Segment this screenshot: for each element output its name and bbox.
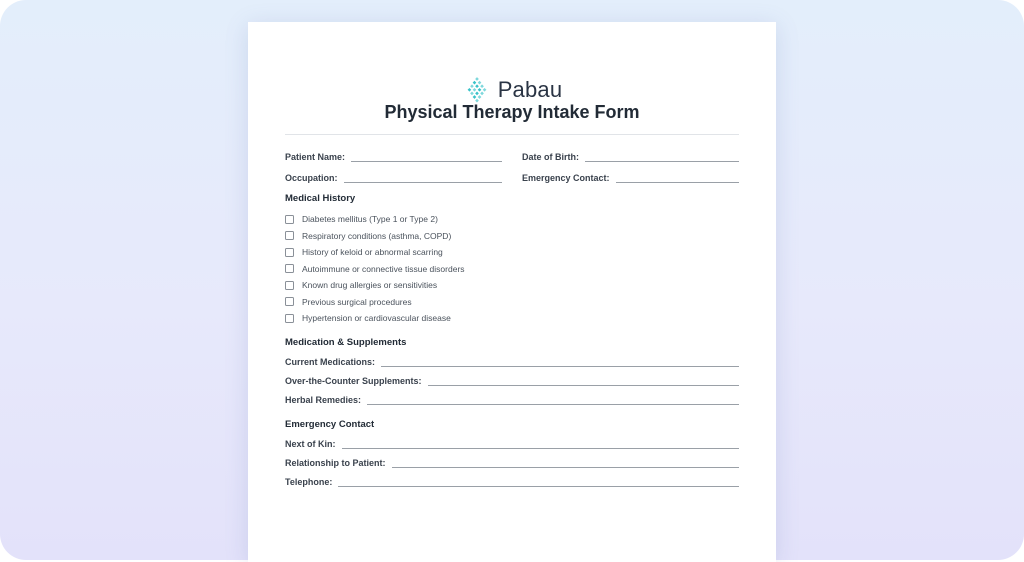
relationship-line[interactable] <box>392 459 739 468</box>
checklist-item-label: Autoimmune or connective tissue disorders <box>302 263 465 274</box>
patient-name-line[interactable] <box>351 153 502 162</box>
diamond-grid-logo-icon <box>462 76 492 104</box>
medical-history-checklist <box>285 211 585 327</box>
form-title: Physical Therapy Intake Form <box>384 102 640 122</box>
occupation-line[interactable] <box>344 174 502 183</box>
checklist-item-label: Previous surgical procedures <box>302 296 412 307</box>
checklist-item-label: History of keloid or abnormal scarring <box>302 247 443 258</box>
next-of-kin-label: Next of Kin: <box>285 439 336 449</box>
herbal-remedies-label: Herbal Remedies: <box>285 395 362 405</box>
checkbox[interactable] <box>285 231 294 240</box>
checklist-item-label: Respiratory conditions (asthma, COPD) <box>302 230 452 241</box>
emergency-contact-field[interactable] <box>522 171 739 185</box>
patient-name-field[interactable] <box>285 150 502 164</box>
patient-name-label: Patient Name: <box>285 152 346 162</box>
checklist-item[interactable] <box>285 244 585 261</box>
telephone-field[interactable] <box>285 475 739 489</box>
relationship-field[interactable] <box>285 456 739 470</box>
medical-history-heading: Medical History <box>285 193 356 204</box>
date-of-birth-label: Date of Birth: <box>522 152 579 162</box>
checklist-item[interactable] <box>285 261 585 278</box>
relationship-label: Relationship to Patient: <box>285 458 386 468</box>
title-divider <box>285 134 739 135</box>
current-medications-field[interactable] <box>285 355 739 369</box>
checkbox[interactable] <box>285 248 294 257</box>
checkbox[interactable] <box>285 314 294 323</box>
herbal-remedies-line[interactable] <box>367 396 739 405</box>
brand-logo <box>248 76 776 104</box>
next-of-kin-line[interactable] <box>342 440 740 449</box>
checklist-item[interactable] <box>285 294 585 311</box>
current-medications-line[interactable] <box>381 358 739 367</box>
checklist-item-label: Hypertension or cardiovascular disease <box>302 313 451 324</box>
occupation-field[interactable] <box>285 171 502 185</box>
checklist-item[interactable] <box>285 211 585 228</box>
next-of-kin-field[interactable] <box>285 437 739 451</box>
emergency-contact-label: Emergency Contact: <box>522 173 610 183</box>
current-medications-label: Current Medications: <box>285 357 376 367</box>
otc-supplements-field[interactable] <box>285 374 739 388</box>
otc-supplements-label: Over-the-Counter Supplements: <box>285 376 422 386</box>
telephone-line[interactable] <box>338 478 739 487</box>
checklist-item[interactable] <box>285 310 585 327</box>
checkbox[interactable] <box>285 215 294 224</box>
emergency-contact-line[interactable] <box>616 174 739 183</box>
checklist-item[interactable] <box>285 277 585 294</box>
medication-heading: Medication & Supplements <box>285 337 407 348</box>
checklist-item-label: Diabetes mellitus (Type 1 or Type 2) <box>302 214 438 225</box>
checklist-item-label: Known drug allergies or sensitivities <box>302 280 438 291</box>
herbal-remedies-field[interactable] <box>285 393 739 407</box>
telephone-label: Telephone: <box>285 477 333 487</box>
brand-name: Pabau <box>497 77 563 102</box>
checkbox[interactable] <box>285 264 294 273</box>
checklist-item[interactable] <box>285 228 585 245</box>
date-of-birth-field[interactable] <box>522 150 739 164</box>
occupation-label: Occupation: <box>285 173 338 183</box>
date-of-birth-line[interactable] <box>585 153 739 162</box>
intake-form-document <box>248 22 776 562</box>
emergency-contact-heading: Emergency Contact <box>285 419 375 430</box>
checkbox[interactable] <box>285 281 294 290</box>
otc-supplements-line[interactable] <box>428 377 739 386</box>
checkbox[interactable] <box>285 297 294 306</box>
